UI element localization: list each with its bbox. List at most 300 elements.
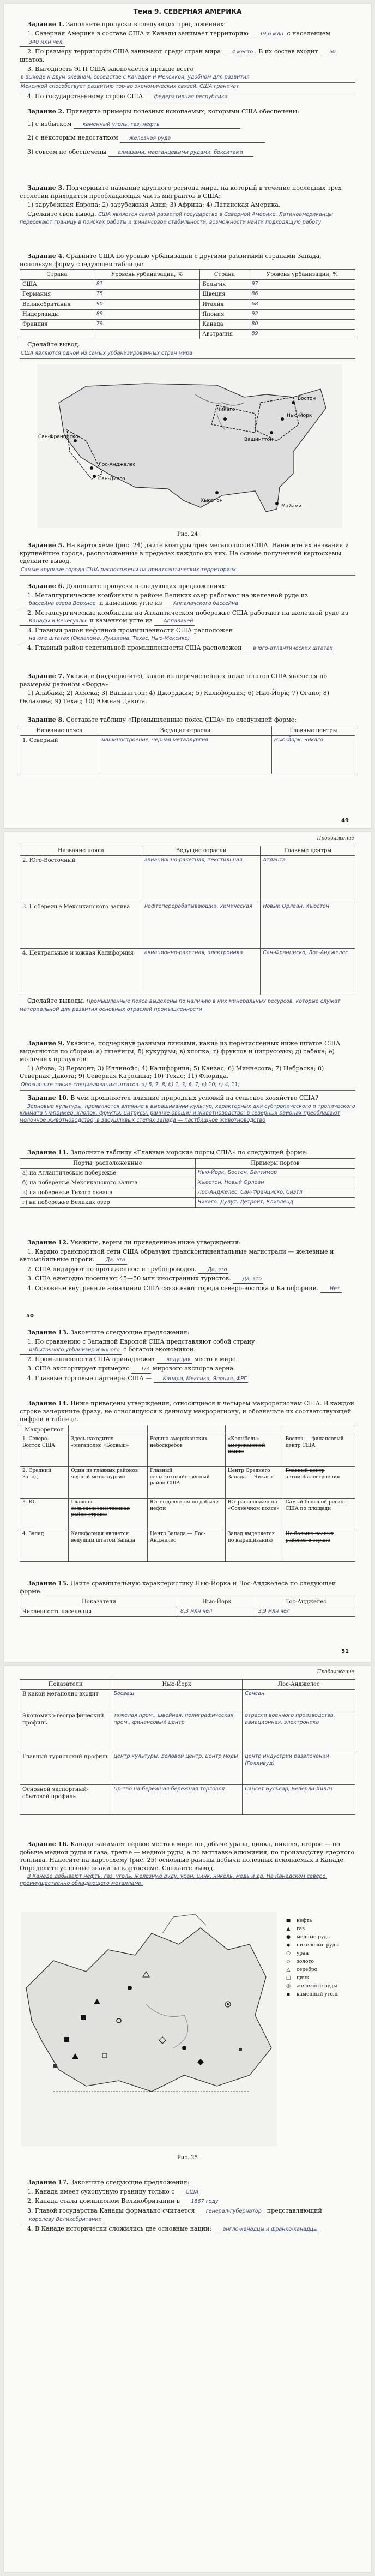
table-row [20,1466,355,1498]
answer-12-4[interactable]: Нет [320,1286,342,1293]
label-san-diego: Сан-Диего [98,476,125,482]
task-9-head: Задание 9. [27,1040,65,1047]
cell-value[interactable]: 68 [249,299,355,309]
answer-8[interactable]: Промышленные пояса выделены по наличию в них минеральных ресурсов, которые служат материальной для развития основных отраслей промышленности [20,998,341,1013]
task-7 [20,673,355,706]
cell-empty [94,330,200,339]
legend-item [282,1950,364,1958]
col-los-angeles: Лос-Анджелес [243,1680,355,1690]
task-17-item-2: 2. Канада стала доминионом Великобритании в [27,2197,180,2205]
legend-gas-icon: ▲ [286,1926,291,1932]
answer-12-1[interactable]: Да, это [96,1257,127,1265]
answer-6-3[interactable]: на юге штатах (Оклахома, Луизиана, Техас, Нью-Мексико) [20,636,191,643]
cell-industries[interactable]: авиационно-ракетная, электроника [142,949,261,995]
cell-statement[interactable]: Запад выделяется по выращиванию [225,1530,283,1561]
legend-copper-icon: ● [286,1934,291,1940]
task-6-item-4: 4. Главный район текстильной промышленности США расположен [27,644,242,651]
cell-value[interactable]: 86 [249,290,355,299]
cell-statement[interactable]: Здесь находится «мегаполис «Босваш» [69,1435,148,1466]
task-9-text: Укажите, подчеркнув разными линиями, какие из перечисленных ниже штатов США выделяются по сборам: а) пшеницы; б) кукурузы; в) хлопка; г) фруктов и цитрусовых; д) табака; е) молочных продуктов: [20,1040,341,1063]
answer-17-3b[interactable]: королеву Великобритании [20,2216,104,2224]
task-15-continued [20,1679,355,1815]
task-16 [20,1841,355,1888]
chapter-title: Тема 9. СЕВЕРНАЯ АМЕРИКА [133,8,242,15]
col-port-examples: Примеры портов [195,1158,355,1168]
cell-belt: 3. Побережье Мексиканского залива [20,902,142,949]
cell-industries[interactable]: авиационно-ракетная, текстильная [142,856,261,902]
cell-country: Нидерланды [20,309,94,319]
cell-centers[interactable]: Сан-Франциско, Лос-Анджелес [261,949,355,995]
table-row [20,319,355,329]
col-new-york: Нью-Йорк [111,1680,243,1690]
task-9-options[interactable]: 1) Айова; 2) Вермонт; 3) Иллинойс; 4) Калифорния; 5) Канзас; 6) Миннесота; 7) Небраска; 8) Северная Дакота; 9) Северная Каролина; 10) Техас; 11) Флорида. [20,1064,324,1080]
col-new-york: Нью-Йорк [178,1597,256,1607]
task-3 [20,184,355,227]
label-boston: Бостон [298,396,316,402]
cell-la[interactable]: 3,9 млн чел [256,1607,355,1617]
task-12-item-4: 4. Основные внутренние авиалинии США связывают города северо-востока и Калифорнии. [27,1284,319,1292]
cell-indicator: В какой мегаполис входит [20,1690,111,1711]
table-row [20,1785,355,1815]
legend-item [282,1917,364,1925]
task-17-item-3: 3. Главой государства Канады формально считается [27,2207,195,2214]
task-7-head: Задание 7. [27,673,65,680]
col-leading-industries: Ведущие отрасли [99,726,271,735]
task-14-head: Задание 14. [27,1400,69,1407]
task-8 [20,716,355,774]
col-main-centers: Главные центры [271,726,355,735]
task-17 [20,2179,355,2234]
task-12-item-1: 1. Кардио транспортной сети США образуют трансконтинентальные магистрали — железные и автомобильные дороги. [20,1248,334,1263]
cell-centers[interactable]: Атланта [261,856,355,902]
task-3-options[interactable]: 1) зарубежная Европа; 2) зарубежная Азия; 3) Африка; 4) Латинская Америка. [27,201,281,209]
task-13-item-3: 3. США экспортирует примерно [27,1365,130,1373]
industrial-belts-table [20,726,355,774]
col-country-right: Страна [200,270,249,280]
cell-ny[interactable]: тяжелая пром., швейная, полиграфическая пром., финансовый центр [111,1711,243,1752]
task-6-item-2b: и каменном угле из [89,617,153,625]
answer-16[interactable]: В Канаде добывают нефть, газ, уголь, железную руду, уран, цинк, никель, медь и др. На Канадском севере, преимущественно обладающего металлами. [20,1873,328,1886]
col-main-centers: Главные центры [261,846,355,856]
cell-empty [20,330,94,339]
fig-25-caption: Рис. 25 [177,2155,198,2161]
cell-value[interactable]: 92 [249,309,355,319]
cell-indicator: Численность населения [20,1607,178,1617]
ny-la-table [20,1597,355,1617]
legend-item [282,1974,364,1982]
answer-5[interactable]: Самые крупные города США расположены на приатлантических территориях [20,567,355,576]
answer-4[interactable]: США являются одной из самых урбанизированных стран мира [20,350,355,359]
legend-item [282,1942,364,1950]
cell-indicator: Экономико-географический профиль [20,1711,111,1752]
answer-2-c[interactable]: алмазами, марганцевыми рудами, бокситами [108,149,253,157]
table-row [20,856,355,902]
cell-industries[interactable]: машиностроение, черная металлургия [99,735,271,774]
page-48 [4,4,371,828]
cell-statement[interactable]: Не больше лесных районов в стране [283,1530,355,1561]
cell-la[interactable]: Сансет Бульвар, Беверли-Хиллз [243,1785,355,1815]
cell-statement[interactable]: Центр Среднего Запада — Чикаго [225,1466,283,1498]
cell-country: Италия [200,299,249,309]
cell-ports[interactable]: Чикаго, Дулут, Детройт, Кливленд [195,1198,355,1208]
cell-value[interactable]: 89 [94,309,200,319]
table-row [20,1530,355,1561]
answer-6-2b[interactable]: Аппалачей [154,618,195,626]
cell-value[interactable]: 97 [249,280,355,290]
task-4-head: Задание 4. [27,253,65,260]
table-row [20,290,355,299]
task-17-item-1: 1. Канада имеет сухопутную границу только с [27,2188,175,2195]
cell-industries[interactable]: нефтеперерабатывающий, химическая [142,902,261,949]
answer-12-2[interactable]: Да, это [198,1267,229,1274]
legend-label: газ [297,1926,305,1932]
page-number: 49 [341,818,349,824]
cell-statement[interactable]: Центр Запада — Лос-Анджелес [148,1530,226,1561]
task-17-head: Задание 17. [27,2179,69,2186]
legend-label: железные руды [297,1983,337,1989]
answer-17-4[interactable]: англо-канадцы и франко-канадцы [214,2226,319,2234]
legend-label: никелевые руды [297,1942,340,1948]
ny-la-table-cont [20,1679,355,1815]
task-1-item-2b: . В их состав входит [255,47,318,55]
map-legend [282,1917,364,1999]
task-6-head: Задание 6. [27,583,65,590]
task-1-item-2c: штатов. [20,56,45,64]
legend-label: каменный уголь [297,1991,339,1997]
table-row [20,280,355,290]
legend-uranium-icon: ○ [286,1950,291,1956]
label-miami: Майами [281,504,302,509]
cell-value[interactable]: 80 [249,319,355,329]
task-4 [20,253,355,360]
answer-1-3b[interactable]: Мексикой способствует развитию тор-во экономических связей. США граничат [20,83,355,92]
legend-item [282,1925,364,1933]
task-12-item-2: 2. США лидируют по протяженности трубопроводов. [27,1265,197,1273]
task-12-text: Укажите, верны ли приведенные ниже утверждения: [70,1239,241,1246]
cell-ports[interactable]: Нью-Йорк, Бостон, Балтимор [195,1168,355,1178]
answer-1-1[interactable]: 19,6 млн [250,31,285,39]
cell-value[interactable]: 89 [249,330,355,339]
task-12-item-3: 3. США ежегодно посещают 45—50 млн иностранных туристов. [27,1275,231,1283]
cell-statement[interactable]: Главная сельскохозяйственная район страны [69,1498,148,1530]
cell-ny[interactable]: 8,3 млн чел [178,1607,256,1617]
task-15-head: Задание 15. [27,1580,69,1587]
task-13-item-4: 4. Главные торговые партнеры США — [27,1374,152,1382]
legend-label: медные руды [297,1934,331,1940]
task-13-item-3b: мирового экспорта зерна. [153,1365,235,1373]
col-indicator: Показатели [20,1680,111,1690]
cell-value[interactable]: 79 [94,319,200,329]
cell-belt: 4. Центральные и южная Калифорния [20,949,142,995]
cell-ny[interactable]: Босваш [111,1690,243,1711]
answer-9[interactable]: Обозначьте также специализацию штатов. а) 5, 7, 8; б) 1, 3, 6, 7; в) 10; г) 4, 11; [20,1082,355,1091]
legend-label: серебро [297,1967,318,1973]
cell-centers[interactable]: Нью-Йорк, Чикаго [271,735,355,774]
task-13-item-2b: место в мире. [193,1355,238,1363]
cell-country: Канада [200,319,249,329]
cell-statement[interactable]: «Колыбель» американской нации [225,1435,283,1466]
task-10-text: В чем проявляется влияние природных условий на сельское хозяйство США? [70,1094,319,1101]
task-14 [20,1400,355,1562]
legend-zinc-icon: □ [286,1975,291,1981]
task-6-item-3: 3. Главный район нефтяной промышленности США расположен [27,626,233,634]
task-2-head: Задание 2. [27,108,65,115]
legend-label: золото [297,1958,314,1964]
task-9 [20,1040,355,1091]
answer-17-1[interactable]: США [177,2189,200,2197]
legend-iron-icon: ◎ [286,1983,291,1989]
task-3-head: Задание 3. [27,184,65,191]
task-15 [20,1580,355,1617]
col-indicator: Показатели [20,1597,178,1607]
legend-gold-icon: ◇ [286,1958,291,1964]
task-1-item-4: 4. По государственному строю США [27,93,143,100]
task-2 [20,108,355,158]
cell-la[interactable]: центр индустрии развлечений (Голливуд) [243,1752,355,1785]
task-5-text: На картосхеме (рис. 24) дайте контуры трех мегаполисов США. Нанесите их названия и крупнейшие города, расположенные в пределах каждого из них. На основе полученной картосхемы сделайте вывод. [20,542,349,565]
task-2-c: 3) совсем не обеспечены [27,148,107,155]
cell-ny[interactable]: центр культуры, деловой центр, центр моды [111,1752,243,1785]
cell-ports[interactable]: Лос-Анджелес, Сан-Франциско, Сиэтл [195,1188,355,1198]
cell-statement[interactable]: Восток — финансовый центр США [283,1435,355,1466]
answer-6-1b[interactable]: Аппалачского бассейна [164,601,240,608]
fig-24-caption: Рис. 24 [177,531,198,537]
cell-belt: 1. Северный [20,735,99,774]
cell-region: 3. Юг [20,1498,69,1530]
table-row [20,1178,355,1188]
task-6-item-1: 1. Металлургические комбинаты в районе Великих озер работают на железной руде из [27,591,309,599]
cell-statement[interactable]: Самый большой регион США по площади [283,1498,355,1530]
cell-statement[interactable]: Родина американских небоскребов [148,1435,226,1466]
map-canada-minerals [21,1912,277,2146]
answer-1-1b[interactable]: 340 млн чел. [20,39,65,47]
answer-13-3[interactable]: 1/3 [131,1366,150,1374]
answer-17-2[interactable]: 1867 году [182,2198,220,2206]
page-52 [4,1666,371,2572]
col-statement-c [225,1425,283,1435]
task-10-head: Задание 10. [27,1094,69,1101]
col-statement-a [69,1425,148,1435]
table-row [20,902,355,949]
answer-1-2[interactable]: 4 место [223,49,255,57]
task-13-item-2: 2. Промышленности США принадлежит [27,1355,155,1363]
urbanization-table [20,269,355,339]
task-1-item-1b: с населением [287,29,330,37]
label-houston: Хьюстон [201,498,223,504]
task-2-text: Приведите примеры полезных ископаемых, которыми США обеспечены: [66,108,300,115]
task-12 [20,1239,355,1294]
col-belt-name: Название пояса [20,726,99,735]
task-17-item-3b: , представляющий [263,2207,322,2214]
answer-1-2b[interactable]: 50 [320,49,337,57]
table-row [20,1690,355,1711]
cell-statement[interactable]: Один из главных районов черной металлургии [69,1466,148,1498]
label-washington: Вашингтон [244,437,274,442]
cell-country: США [20,280,94,290]
legend-item [282,1958,364,1966]
legend-label: цинк [297,1975,310,1981]
continuation-label: Продолжение [317,836,354,841]
answer-2-b[interactable]: железная руда [120,135,265,143]
table-row [20,330,355,339]
label-new-york: Нью-Йорк [287,413,312,418]
task-17-item-4: 4. В Канаде исторически сложились две основные нации: [27,2225,212,2232]
legend-label: уран [297,1950,309,1956]
task-6-item-2: 2. Металлургические комбинаты на Атлантическом побережье США работают на железной руде из [27,609,349,616]
answer-17-3[interactable]: генерал-губернатор [197,2208,263,2216]
cell-value[interactable]: 75 [94,290,200,299]
answer-13-1[interactable]: избыточного урбанизированного [20,1347,122,1355]
table-row [20,1188,355,1198]
cell-country: Франция [20,319,94,329]
task-13-item-1b: с богатой экономикой. [123,1346,196,1353]
cell-location: в) на побережье Тихого океана [20,1188,196,1198]
task-8-continued [20,846,355,1014]
label-chicago: Чикаго [217,407,235,412]
legend-item [282,1933,364,1942]
task-4-text: Сравните США по уровню урбанизации с другими развитыми странами Запада, используя форму следующей таблицы: [20,253,322,268]
task-13-head: Задание 13. [27,1329,69,1336]
col-leading-industries: Ведущие отрасли [142,846,261,856]
legend-oil-icon: ■ [286,1918,291,1924]
task-3-conclusion-label: Сделайте свой вывод. [27,210,96,218]
industrial-belts-table-cont [20,846,355,995]
cell-value[interactable]: 90 [94,299,200,309]
table-row [20,299,355,309]
cell-statement[interactable]: Главный сельскохозяйственный район США [148,1466,226,1498]
legend-item [282,1991,364,1999]
task-1-text: Заполните пропуски в следующих предложениях: [66,21,226,28]
task-1-item-2: 2. По размеру территории США занимают среди стран мира [27,47,221,55]
cell-country: Великобритания [20,299,94,309]
answer-6-1[interactable]: бассейна озера Верхнее [20,601,98,608]
task-13-item-1: 1. По сравнению с Западной Европой США представляют собой страну [27,1338,255,1345]
task-7-text: Укажите (подчеркните), какой из перечисленных ниже штатов США является по размерам районом «Форда»: [20,673,328,688]
task-14-text: Ниже приведены утверждения, относящиеся к четырем макрорегионам США. В каждой строке зачеркните фразу, не относящуюся к данному макрорегиону, и обозначьте их соответствующей цифрой в таблице. [20,1400,354,1423]
task-1 [20,21,355,103]
answer-13-2[interactable]: ведущая [157,1357,192,1364]
task-6-text: Дополните пропуски в следующих предложениях: [66,583,227,590]
cell-ports[interactable]: Хьюстон, Новый Орлеан [195,1178,355,1188]
table-row [20,1752,355,1785]
answer-2-a[interactable]: каменный уголь, газ, нефть [74,122,240,129]
cell-statement[interactable]: Юг расположен на «Солнечном поясе» [225,1498,283,1530]
answer-1-4[interactable]: федеративная республика [145,94,229,101]
legend-silver-icon: △ [286,1967,291,1973]
task-12-head: Задание 12. [27,1239,69,1246]
label-los-angeles: Лос-Анджелес [98,462,136,468]
task-13-text: Закончите следующие предложения: [70,1329,190,1336]
cell-statement[interactable]: Калифорния является ведущим штатом Запада [69,1530,148,1561]
task-1-item-1: 1. Северная Америка в составе США и Канады занимает территорию [27,29,249,37]
task-5-head: Задание 5. [27,542,65,549]
usa-outline-map [37,364,342,528]
col-level-left: Уровень урбанизации, % [94,270,200,280]
label-san-francisco: Сан-Франциско [38,434,78,440]
cell-la[interactable]: Сансан [243,1690,355,1711]
col-belt-name: Название пояса [20,846,142,856]
task-10 [20,1094,355,1125]
col-statement-d [283,1425,355,1435]
col-ports-location: Порты, расположенные [20,1158,196,1168]
table-row [20,1607,355,1617]
macroregions-table [20,1425,355,1562]
table-row [20,1498,355,1530]
answer-13-4[interactable]: Канада, Мексика, Япония, ФРГ [154,1376,249,1383]
col-los-angeles: Лос-Анджелес [256,1597,355,1607]
cell-location: г) на побережье Великих озер [20,1198,196,1208]
task-3-text: Подчеркните название крупного региона мира, на который в течение последних трех столетий приходится преобладающая часть мигрантов в США: [20,184,342,200]
cell-country: Австралия [200,330,249,339]
cell-la[interactable]: отрасли военного производства, авиационная, электроника [243,1711,355,1752]
answer-6-2[interactable]: Канады и Венесуэлы [20,618,88,626]
task-1-head: Задание 1. [27,21,65,28]
page-49 [4,832,371,1662]
table-row [20,1711,355,1752]
table-row [20,949,355,995]
answer-3[interactable]: США является самой развитой государство в Северной Америке. Латиноамериканцы пересекают границу в поисках работы и финансовой стабильности, возможности найти подходящую работу. [20,211,334,226]
cell-region: 1. Северо-Восток США [20,1435,69,1466]
cell-statement[interactable]: Юг выделяется по добыче нефти [148,1498,226,1530]
cell-ny[interactable]: Пр-тво на-бережная-бережная торговля [111,1785,243,1815]
task-11 [20,1149,355,1208]
task-7-options[interactable]: 1) Алабама; 2) Аляска; 3) Вашингтон; 4) Джорджия; 5) Калифорния; 6) Нью-Йорк; 7) Огайо; 8) Оклахома; 9) Техас; 10) Южная Дакота. [20,690,330,705]
answer-1-3[interactable]: в выходе к двум океанам, соседстве с Канадой и Мексикой, удобном для развития [20,74,355,83]
cell-country: Швеция [200,290,249,299]
task-13 [20,1329,355,1384]
task-6-item-1b: и каменном угле из [99,600,162,607]
task-4-conclusion-label: Сделайте вывод. [27,341,80,349]
legend-nickel-icon: ◆ [286,1942,291,1948]
answer-10[interactable]: Зерновые культуры, проявляется влияние в выращивании культур, характерных для субтропического и тропического климата (например, хлопок, фрукты, цитрусы, ранние овощи) и животноводство; в северных районах преобладают молочное животноводство; в засушливых степях запада — пастбищное животноводство [20,1103,355,1123]
table-row [20,735,355,774]
cell-country: Япония [200,309,249,319]
answer-6-4[interactable]: в юго-атлантических штатах [244,645,334,653]
col-macroregion: Макрорегион [20,1425,69,1435]
legend-item [282,1982,364,1991]
task-11-head: Задание 11. [27,1149,69,1156]
cell-country: Германия [20,290,94,299]
table-row [20,1435,355,1466]
task-16-text: Канада занимает первое место в мире по добыче урана, цинка, никеля, второе — по добыче медной руды и газа, третье — медной руды, а по выплавке алюминия, по производству ядерного топлива. Нанесите на картосхему (рис. 25) основные районы добычи полезных ископаемых в Канаде. Определите условные знаки на картосхеме. Сделайте вывод. [20,1841,355,1872]
legend-label: нефть [297,1918,312,1924]
legend-item [282,1966,364,1974]
task-6 [20,583,355,654]
cell-centers[interactable]: Новый Орлеан, Хьюстон [261,902,355,949]
cell-region: 2. Средний Запад [20,1466,69,1498]
cell-country: Бельгия [200,280,249,290]
cell-region: 4. Запад [20,1530,69,1561]
task-15-text: Дайте сравнительную характеристику Нью-Йорка и Лос-Анджелеса по следующей форме: [20,1580,336,1595]
task-5 [20,542,355,576]
table-row [20,1198,355,1208]
col-statement-b [148,1425,226,1435]
legend-coal-icon: ▪ [286,1991,291,1997]
col-level-right: Уровень урбанизации, % [249,270,355,280]
continuation-label: Продолжение [317,1669,354,1675]
cell-statement[interactable]: Главный центр автомобилестроения [283,1466,355,1498]
answer-12-3[interactable]: Да, это [233,1276,263,1284]
col-country-left: Страна [20,270,94,280]
task-1-item-3: 3. Выгодность ЭГП США заключается прежде всего [27,65,194,73]
canada-outline-map [21,1912,277,2146]
seaports-table [20,1158,355,1208]
task-8-text: Составьте таблицу «Промышленные пояса США» по следующей форме: [66,716,297,723]
task-8-conclusion-label: Сделайте выводы. [27,997,85,1005]
cell-location: а) на Атлантическом побережье [20,1168,196,1178]
cell-value[interactable]: 81 [94,280,200,290]
task-2-b: 2) с некоторым недостатком [27,134,118,142]
